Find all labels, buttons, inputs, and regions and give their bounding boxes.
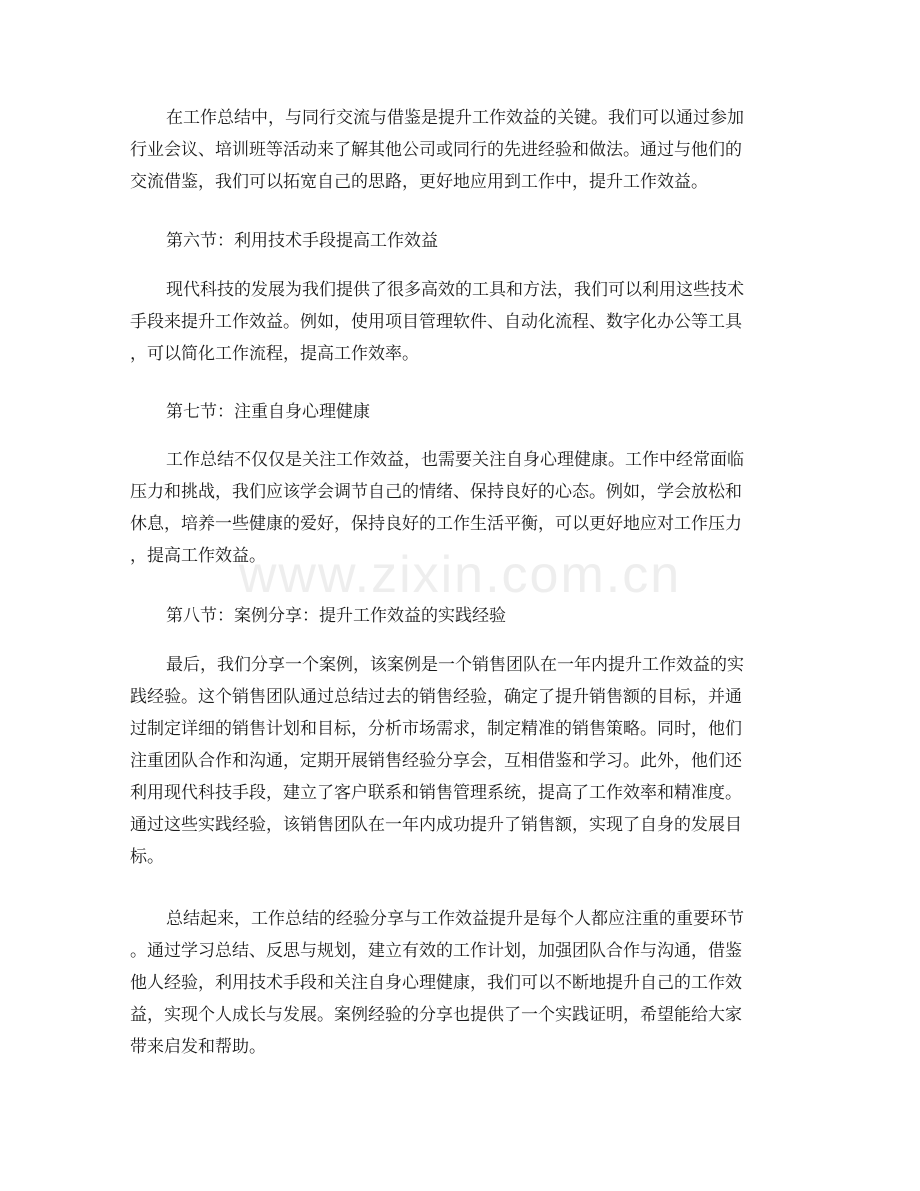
text-line: 行业会议、培训班等活动来了解其他公司或同行的先进经验和做法。通过与他们的 xyxy=(130,140,742,160)
text-line: 利用现代科技手段，建立了客户联系和销售管理系统，提高了工作效率和精准度。 xyxy=(130,783,742,803)
text-line: 手段来提升工作效益。例如，使用项目管理软件、自动化流程、数字化办公等工具 xyxy=(130,312,742,332)
text-line: ，提高工作效益。 xyxy=(130,546,266,566)
text-line: 最后，我们分享一个案例，该案例是一个销售团队在一年内提升工作效益的实 xyxy=(166,655,744,675)
text-line: ，可以简化工作流程，提高工作效率。 xyxy=(130,344,419,364)
text-line: 现代科技的发展为我们提供了很多高效的工具和方法，我们可以利用这些技术 xyxy=(166,280,744,300)
text-line: 工作总结不仅仅是关注工作效益，也需要关注自身心理健康。工作中经常面临 xyxy=(166,450,744,470)
text-line: 总结起来，工作总结的经验分享与工作效益提升是每个人都应注重的重要环节 xyxy=(166,909,744,929)
text-line: 标。 xyxy=(130,847,164,867)
text-line: 交流借鉴，我们可以拓宽自己的思路，更好地应用到工作中，提升工作效益。 xyxy=(130,172,708,192)
section-heading-8 xyxy=(130,600,790,632)
heading-text: 第六节：利用技术手段提高工作效益 xyxy=(166,231,438,251)
text-line: 休息，培养一些健康的爱好，保持良好的工作生活平衡，可以更好地应对工作压力 xyxy=(130,514,742,534)
section-heading-6 xyxy=(130,225,790,257)
text-line: 过制定详细的销售计划和目标，分析市场需求，制定精准的销售策略。同时，他们 xyxy=(130,719,742,739)
text-line: 。通过学习总结、反思与规划，建立有效的工作计划，加强团队合作与沟通，借鉴 xyxy=(130,941,742,961)
text-line: 在工作总结中，与同行交流与借鉴是提升工作效益的关键。我们可以通过参加 xyxy=(166,108,744,128)
text-line: 注重团队合作和沟通，定期开展销售经验分享会，互相借鉴和学习。此外，他们还 xyxy=(130,751,742,771)
paragraph-case-study xyxy=(130,649,790,873)
paragraph-conclusion xyxy=(130,903,790,1063)
watermark: www.zixin.com.cn xyxy=(238,546,682,604)
paragraph-peer-exchange xyxy=(130,102,790,198)
text-line: 通过这些实践经验，该销售团队在一年内成功提升了销售额，实现了自身的发展目 xyxy=(130,815,742,835)
section-heading-7 xyxy=(130,396,790,428)
heading-text: 第八节：案例分享：提升工作效益的实践经验 xyxy=(166,606,506,626)
text-line: 益，实现个人成长与发展。案例经验的分享也提供了一个实践证明，希望能给大家 xyxy=(130,1005,742,1025)
text-line: 他人经验，利用技术手段和关注自身心理健康，我们可以不断地提升自己的工作效 xyxy=(130,973,742,993)
heading-text: 第七节：注重自身心理健康 xyxy=(166,402,370,422)
paragraph-technology xyxy=(130,274,790,370)
paragraph-mental-health xyxy=(130,444,790,572)
text-line: 带来启发和帮助。 xyxy=(130,1037,266,1057)
text-line: 践经验。这个销售团队通过总结过去的销售经验，确定了提升销售额的目标，并通 xyxy=(130,687,742,707)
text-line: 压力和挑战，我们应该学会调节自己的情绪、保持良好的心态。例如，学会放松和 xyxy=(130,482,742,502)
